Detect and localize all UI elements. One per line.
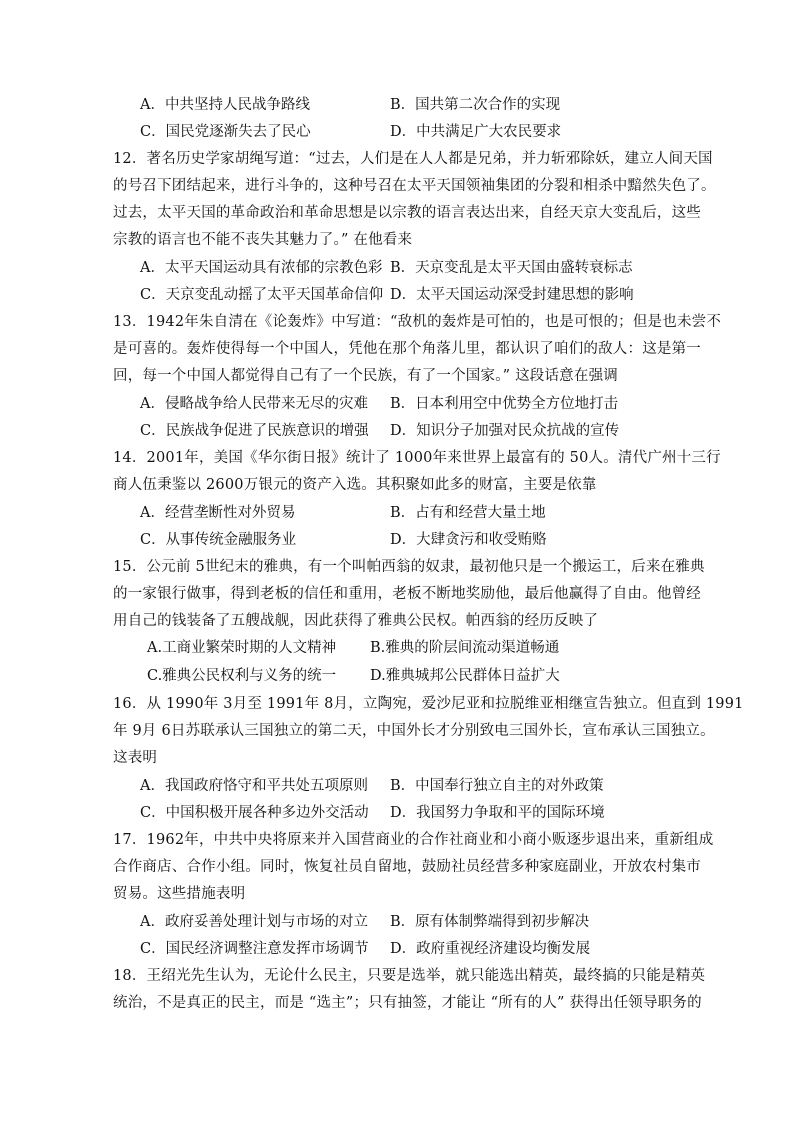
q14-option-c: C．从事传统金融服务业 <box>140 532 297 548</box>
q11-option-b: B．国共第二次合作的实现 <box>390 97 561 113</box>
q15-text-line: 用自己的钱装备了五艘战舰，因此获得了雅典公民权。帕西翁的经历反映了 <box>113 613 599 629</box>
q13-text-line: 回，每一个中国人都觉得自己有了一个民族，有了一个国家。” 这段话意在强调 <box>113 368 618 384</box>
q12-text-line: 过去，太平天国的革命政治和革命思想是以宗教的语言表达出来，自经天京大变乱后，这些 <box>113 205 701 221</box>
q12-option-c: C．天京变乱动摇了太平天国革命信仰 <box>140 287 384 303</box>
q15-option-d: D.雅典城邦公民群体日益扩大 <box>370 668 560 684</box>
q17-text-line: 贸易。这些措施表明 <box>113 886 246 902</box>
q15-option-b: B.雅典的阶层间流动渠道畅通 <box>370 640 560 656</box>
q13-option-a: A．侵略战争给人民带来无尽的灾难 <box>140 396 368 412</box>
q13-option-d: D．知识分子加强对民众抗战的宣传 <box>390 423 620 439</box>
q13-option-b: B．日本利用空中优势全方位地打击 <box>390 396 619 412</box>
q17-option-c: C．国民经济调整注意发挥市场调节 <box>140 941 369 957</box>
q14-text-line: 商人伍秉鉴以 2600万银元的资产入选。其积聚如此多的财富，主要是依靠 <box>113 477 597 493</box>
q16-text-line: 16．从 1990年 3月至 1991年 8月，立陶宛，爱沙尼亚和拉脱维亚相继宣告独立。但直到 1991 <box>113 696 744 712</box>
q16-text-line: 年 9月 6日苏联承认三国独立的第二天，中国外长才分别致电三国外长，宣布承认三国独立。 <box>113 723 715 739</box>
q16-option-b: B．中国奉行独立自主的对外政策 <box>390 778 604 794</box>
q17-option-d: D．政府重视经济建设均衡发展 <box>390 941 591 957</box>
q12-option-a: A．太平天国运动具有浓郁的宗教色彩 <box>140 260 383 276</box>
q13-option-c: C．民族战争促进了民族意识的增强 <box>140 423 369 439</box>
q17-option-a: A．政府妥善处理计划与市场的对立 <box>140 914 368 930</box>
q15-option-a: A.工商业繁荣时期的人文精神 <box>147 640 337 656</box>
q17-option-b: B．原有体制弊端得到初步解决 <box>390 914 590 930</box>
q14-option-a: A．经营垄断性对外贸易 <box>140 505 296 521</box>
q11-option-d: D．中共满足广大农民要求 <box>390 124 562 140</box>
q12-text-line: 宗教的语言也不能不丧失其魅力了。” 在他看来 <box>113 232 413 248</box>
q16-option-c: C．中国积极开展各种多边外交活动 <box>140 805 369 821</box>
q12-text-line: 的号召下团结起来，进行斗争的，这种号召在太平天国领袖集团的分裂和相杀中黯然失色了。 <box>113 178 716 194</box>
q14-option-b: B．占有和经营大量土地 <box>390 505 546 521</box>
q16-option-a: A．我国政府恪守和平共处五项原则 <box>140 778 368 794</box>
q12-option-b: B．天京变乱是太平天国由盛转衰标志 <box>390 260 633 276</box>
q14-option-d: D．大肆贪污和收受贿赂 <box>390 532 547 548</box>
q15-text-line: 15．公元前 5世纪末的雅典，有一个叫帕西翁的奴隶，最初他只是一个搬运工，后来在雅典 <box>113 559 705 575</box>
q12-text-line: 12．著名历史学家胡绳写道：“过去，人们是在人人都是兄弟，并力斩邪除妖，建立人间天国 <box>113 151 713 167</box>
q16-option-d: D．我国努力争取和平的国际环境 <box>390 805 605 821</box>
q13-text-line: 13．1942年朱自清在《论轰炸》中写道：“敌机的轰炸是可怕的，也是可恨的；但是也未尝不 <box>113 314 722 330</box>
q18-text-line: 18．王绍光先生认为，无论什么民主，只要是选举，就只能选出精英，最终搞的只能是精英 <box>113 968 706 984</box>
q13-text-line: 是可喜的。轰炸使得每一个中国人，凭他在那个角落儿里，都认识了咱们的敌人：这是第一 <box>113 341 701 357</box>
q14-text-line: 14．2001年，美国《华尔街日报》统计了 1000年来世界上最富有的 50人。清代广州十三行 <box>113 450 721 466</box>
q17-text-line: 合作商店、合作小组。同时，恢复社员自留地，鼓励社员经营多种家庭副业，开放农村集市 <box>113 859 701 875</box>
q17-text-line: 17．1962年，中共中央将原来并入国营商业的合作社商业和小商小贩逐步退出来，重新组成 <box>113 832 714 848</box>
q15-option-c: C.雅典公民权利与义务的统一 <box>147 668 337 684</box>
q11-option-a: A．中共坚持人民战争路线 <box>140 97 310 113</box>
q11-option-c: C．国民党逐渐失去了民心 <box>140 124 311 140</box>
q12-option-d: D．太平天国运动深受封建思想的影响 <box>390 287 634 303</box>
q16-text-line: 这表明 <box>113 750 158 766</box>
q18-text-line: 统治，不是真正的民主，而是 “选主”；只有抽签，才能让 “所有的人” 获得出任领导职务的 <box>113 995 702 1011</box>
q15-text-line: 的一家银行做事，得到老板的信任和重用，老板不断地奖励他，最后他赢得了自由。他曾经 <box>113 586 701 602</box>
